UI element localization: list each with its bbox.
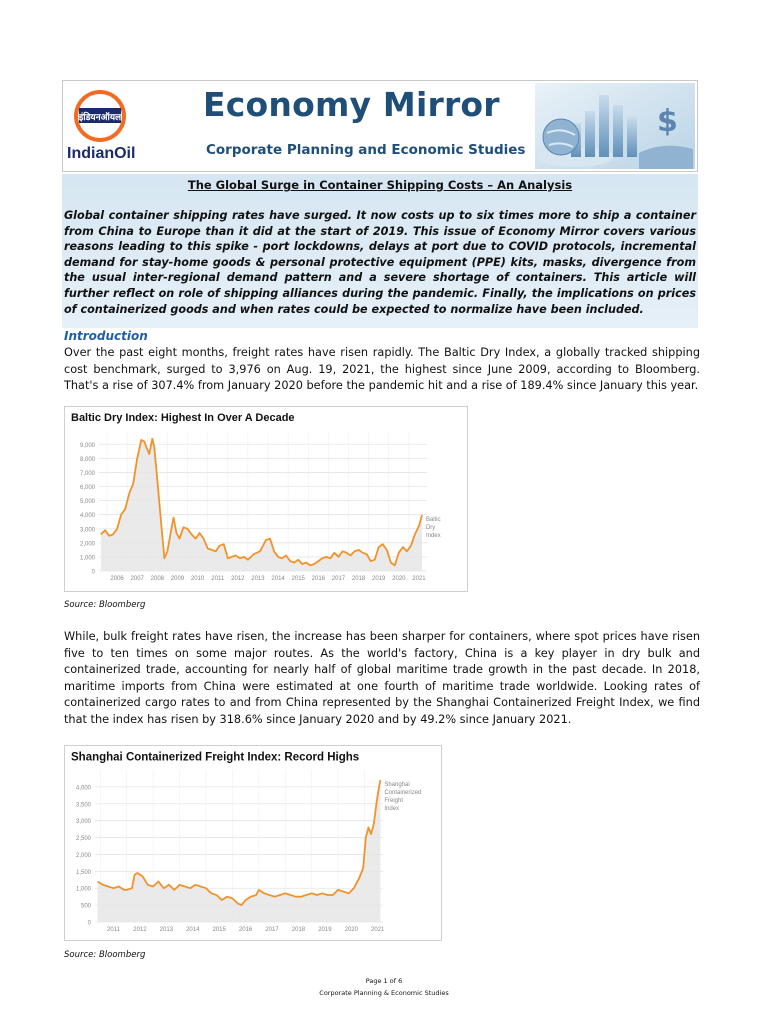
x-tick-label: 2016 (311, 576, 326, 582)
footer-org: Corporate Planning & Economic Studies (319, 989, 449, 997)
y-tick-label: 5,000 (79, 499, 95, 506)
section-heading-introduction: Introduction (64, 329, 148, 343)
economy-graphic-icon (535, 83, 695, 169)
legend-label: Shanghai Containerized Freight Index (384, 782, 422, 813)
y-tick-label: 9,000 (79, 442, 95, 449)
y-tick-label: 3,000 (75, 819, 91, 826)
x-tick-label: 2021 (371, 927, 385, 933)
page-number: Page 1 of 6 (365, 977, 403, 985)
baltic-dry-index-chart (64, 406, 468, 592)
x-tick-label: 2006 (110, 576, 124, 582)
newsletter-title: Economy Mirror (203, 85, 500, 124)
logo-wordmark: IndianOil (67, 145, 136, 162)
article-title: The Global Surge in Container Shipping Costs – An Analysis (187, 178, 573, 192)
x-tick-label: 2013 (251, 576, 265, 582)
x-tick-label: 2021 (412, 576, 426, 582)
x-tick-label: 2011 (211, 576, 225, 582)
x-tick-label: 2012 (133, 927, 147, 933)
abstract-text: Global container shipping rates have surged. It now costs up to six times more to ship a container from China to Europe than it did at the start of 2019. This issue of Economy Mirror covers various reasons leading to this spike - port lockdowns, delays at port due to COVID protocols, incremental demand for stay-home goods & personal protective equipment (PPE) kits, masks, divergence from the usual inter-regional demand pattern and a severe shortage of containers. This article will further reflect on role of shipping alliances during the pandemic. Finally, the implications on prices of containerized goods and when rates could be expected to normalize have been included. (64, 209, 696, 316)
x-tick-label: 2018 (351, 576, 366, 582)
y-tick-label: 0 (87, 920, 91, 927)
y-tick-label: 3,000 (79, 527, 95, 534)
x-tick-label: 2010 (190, 576, 205, 582)
x-tick-label: 2014 (186, 927, 200, 933)
chart1-source: Source: Bloomberg (64, 600, 146, 610)
chart2-source: Source: Bloomberg (64, 950, 146, 960)
baltic-dry-index-svg (65, 407, 467, 591)
x-tick-label: 2008 (150, 576, 165, 582)
y-tick-label: 500 (80, 903, 91, 910)
logo-hindi-text: इंडियनऑयल (78, 113, 122, 123)
x-tick-label: 2015 (291, 576, 305, 582)
x-tick-label: 2013 (159, 927, 174, 933)
y-tick-label: 6,000 (79, 485, 95, 492)
y-tick-label: 2,000 (79, 541, 95, 548)
y-tick-label: 4,000 (75, 785, 91, 792)
x-tick-label: 2017 (331, 576, 346, 582)
intro-paragraph-1: Over the past eight months, freight rates have risen rapidly. The Baltic Dry Index, a globally tracked shipping cost benchmark, surged to 3,976 on Aug. 19, 2021, the highest since June 2009, according to Bloomberg. That's a rise of 307.4% from January 2020 before the pandemic hit and a rise of 189.4% since January this year. (64, 346, 700, 393)
svg-text:$: $ (657, 104, 678, 139)
x-tick-label: 2018 (291, 927, 306, 933)
y-tick-label: 7,000 (79, 470, 95, 477)
chart-title: Shanghai Containerized Freight Index: Record Highs (71, 751, 360, 764)
newsletter-subtitle: Corporate Planning and Economic Studies (206, 142, 526, 158)
masthead-banner (62, 80, 698, 172)
indianoil-logo (65, 87, 139, 167)
scfi-chart (64, 745, 442, 941)
y-tick-label: 1,000 (75, 886, 91, 893)
x-tick-label: 2020 (392, 576, 406, 582)
x-tick-label: 2009 (170, 576, 185, 582)
y-tick-label: 1,500 (75, 869, 91, 876)
chart-title: Baltic Dry Index: Highest In Over A Decade (71, 412, 295, 424)
x-tick-label: 2012 (231, 576, 245, 582)
y-tick-label: 3,500 (75, 802, 91, 809)
indianoil-emblem-icon (65, 87, 139, 145)
x-tick-label: 2019 (318, 927, 332, 933)
intro-paragraph-2: While, bulk freight rates have risen, the increase has been sharper for containers, where spot prices have risen five to ten times on some major routes. As the world's factory, China is a key player in dry bulk and containerized trade, accounting for nearly half of global maritime trade growth in the past decade. In 2018, maritime imports from China were estimated at one fourth of maritime trade worldwide. Looking rates of containerized cargo rates to and from China represented by the Shanghai Containerized Freight Index, we find that the index has risen by 318.6% since January 2020 and by 49.2% since January 2021. (64, 630, 700, 726)
y-tick-label: 0 (91, 569, 95, 576)
x-tick-label: 2016 (238, 927, 253, 933)
y-tick-label: 2,500 (75, 836, 91, 843)
scfi-svg (65, 746, 441, 940)
y-tick-label: 4,000 (79, 513, 95, 520)
y-tick-label: 2,000 (75, 852, 91, 859)
x-tick-label: 2007 (130, 576, 144, 582)
x-tick-label: 2019 (372, 576, 386, 582)
x-tick-label: 2011 (107, 927, 120, 933)
article-abstract (62, 174, 698, 328)
x-tick-label: 2014 (271, 576, 285, 582)
x-tick-label: 2017 (265, 927, 279, 933)
y-tick-label: 8,000 (79, 456, 95, 463)
x-tick-label: 2015 (212, 927, 226, 933)
legend-label: Baltic Dry Index (425, 517, 441, 540)
y-tick-label: 1,000 (79, 555, 95, 562)
x-tick-label: 2020 (344, 927, 358, 933)
